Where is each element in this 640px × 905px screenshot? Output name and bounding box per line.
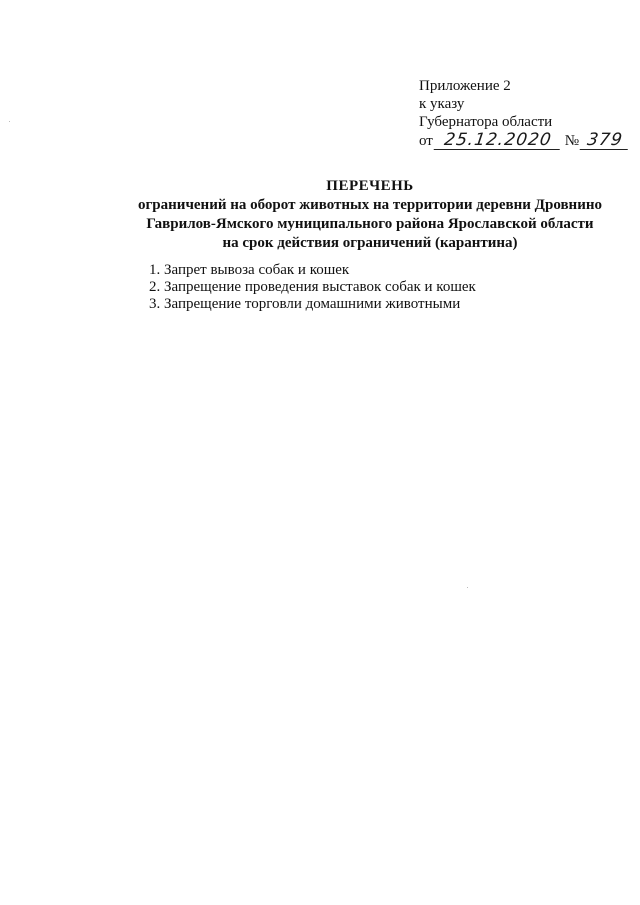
appendix-label: Приложение 2 [419,78,511,94]
number-label: № [564,133,580,149]
heading-line-3: на срок действия ограничений (карантина) [222,235,518,251]
appendix-block [419,77,629,150]
appendix-decree-ref: к указу [419,96,465,112]
from-label: от [419,133,433,149]
restrictions-list [149,262,476,313]
scan-speck [467,587,468,588]
document-heading [100,177,640,253]
appendix-authority: Губернатора области [419,114,553,130]
restriction-item: 2. Запрещение проведения выставок собак и кошек [149,279,476,295]
scan-speck [9,121,10,122]
restriction-item: 3. Запрещение торговли домашними животными [149,296,461,312]
handwritten-date: 25.12.2020 [434,131,563,150]
heading-line-1: ограничений на оборот животных на территории деревни Дровнино [138,197,602,213]
appendix-date-number-line [419,131,629,150]
handwritten-number: 379 [580,131,631,150]
heading-line-2: Гаврилов-Ямского муниципального района Ярославской области [146,216,594,232]
restriction-item: 1. Запрет вывоза собак и кошек [149,262,350,278]
document-title: ПЕРЕЧЕНЬ [326,178,414,194]
